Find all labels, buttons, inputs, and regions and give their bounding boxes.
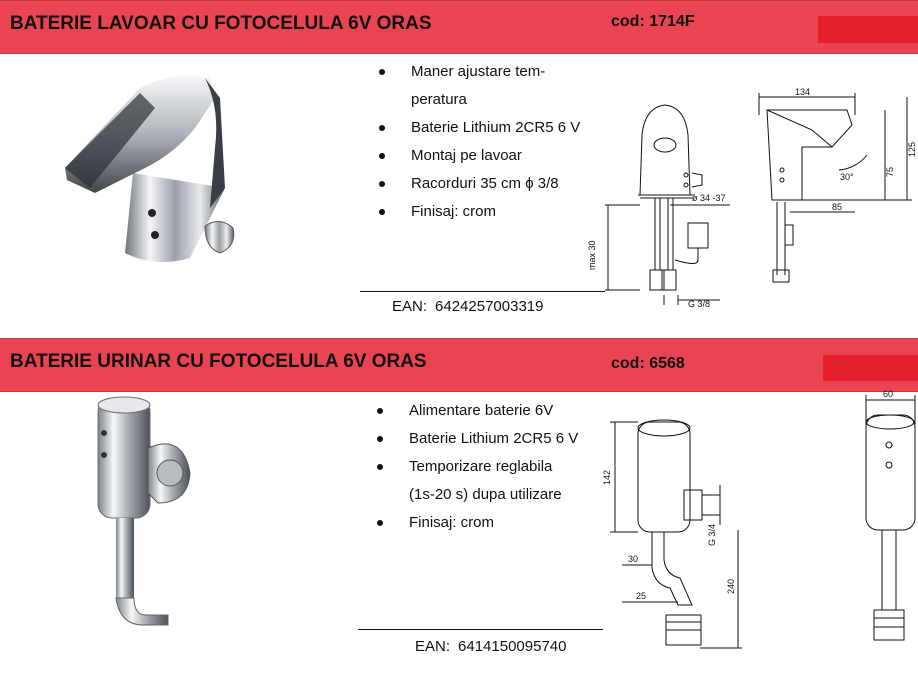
- dimension-label: G 3/8: [688, 299, 711, 309]
- product-code: cod: 6568: [611, 355, 685, 372]
- dimension-label: 30°: [840, 172, 854, 182]
- spec-item: [376, 142, 580, 170]
- spec-text: Finisaj: crom: [409, 514, 495, 531]
- dimension-label: 75: [885, 166, 895, 177]
- spec-item: [374, 509, 578, 537]
- spec-text: Alimentare baterie 6V: [409, 402, 554, 419]
- product-header-band: [0, 0, 918, 54]
- faucet-photo: [55, 68, 255, 273]
- ean-line: [392, 298, 551, 315]
- ean-line: [415, 638, 574, 655]
- dimension-label: 85: [832, 202, 843, 212]
- dimension-label: 30: [628, 554, 639, 564]
- spec-list: [374, 397, 578, 537]
- spec-item: [374, 453, 578, 509]
- spec-text: Baterie Lithium 2CR5 6 V: [411, 119, 581, 136]
- dimension-label: G 3/4: [707, 523, 717, 546]
- accent-block: [823, 355, 918, 381]
- spec-item: [376, 198, 580, 226]
- dimension-label: ø 34 -37: [692, 193, 726, 203]
- dimension-label: 142: [602, 469, 612, 485]
- technical-drawing-side: [858, 385, 918, 647]
- dimension-label: 60: [883, 389, 894, 399]
- product-header-band: [0, 338, 918, 392]
- product-title: BATERIE URINAR CU FOTOCELULA 6V ORAS: [10, 351, 427, 372]
- ean-label: EAN:: [392, 298, 428, 315]
- spec-item: [376, 170, 580, 198]
- spec-item: [376, 58, 580, 114]
- ean-label: EAN:: [415, 638, 451, 655]
- technical-drawing-front: [600, 410, 750, 650]
- spec-list: [376, 58, 580, 226]
- spec-item: [376, 114, 580, 142]
- dimension-label: 25: [636, 591, 647, 601]
- spec-item: [374, 397, 578, 425]
- technical-drawing-side: [757, 85, 917, 300]
- divider-rule: [358, 629, 603, 630]
- dimension-label: 125: [907, 141, 917, 157]
- ean-number: 6424257003319: [435, 298, 544, 315]
- dimension-label: 134: [795, 87, 811, 97]
- urinal-flush-photo: [88, 393, 213, 633]
- accent-block: [818, 16, 918, 43]
- divider-rule: [360, 291, 605, 292]
- spec-text: Maner ajustare tem- peratura: [411, 63, 546, 108]
- technical-drawing-front: [587, 95, 750, 310]
- spec-text: Temporizare reglabila (1s-20 s) dupa utilizare: [409, 458, 562, 503]
- ean-number: 6414150095740: [458, 638, 567, 655]
- spec-text: Baterie Lithium 2CR5 6 V: [409, 430, 579, 447]
- spec-text: Finisaj: crom: [411, 203, 497, 220]
- dimension-label: 240: [726, 578, 736, 594]
- spec-item: [374, 425, 578, 453]
- spec-text: Montaj pe lavoar: [411, 147, 522, 164]
- product-code: cod: 1714F: [611, 13, 695, 30]
- spec-text: Racorduri 35 cm ϕ 3/8: [411, 175, 559, 192]
- dimension-label: max 30: [587, 240, 597, 270]
- product-title: BATERIE LAVOAR CU FOTOCELULA 6V ORAS: [10, 13, 432, 34]
